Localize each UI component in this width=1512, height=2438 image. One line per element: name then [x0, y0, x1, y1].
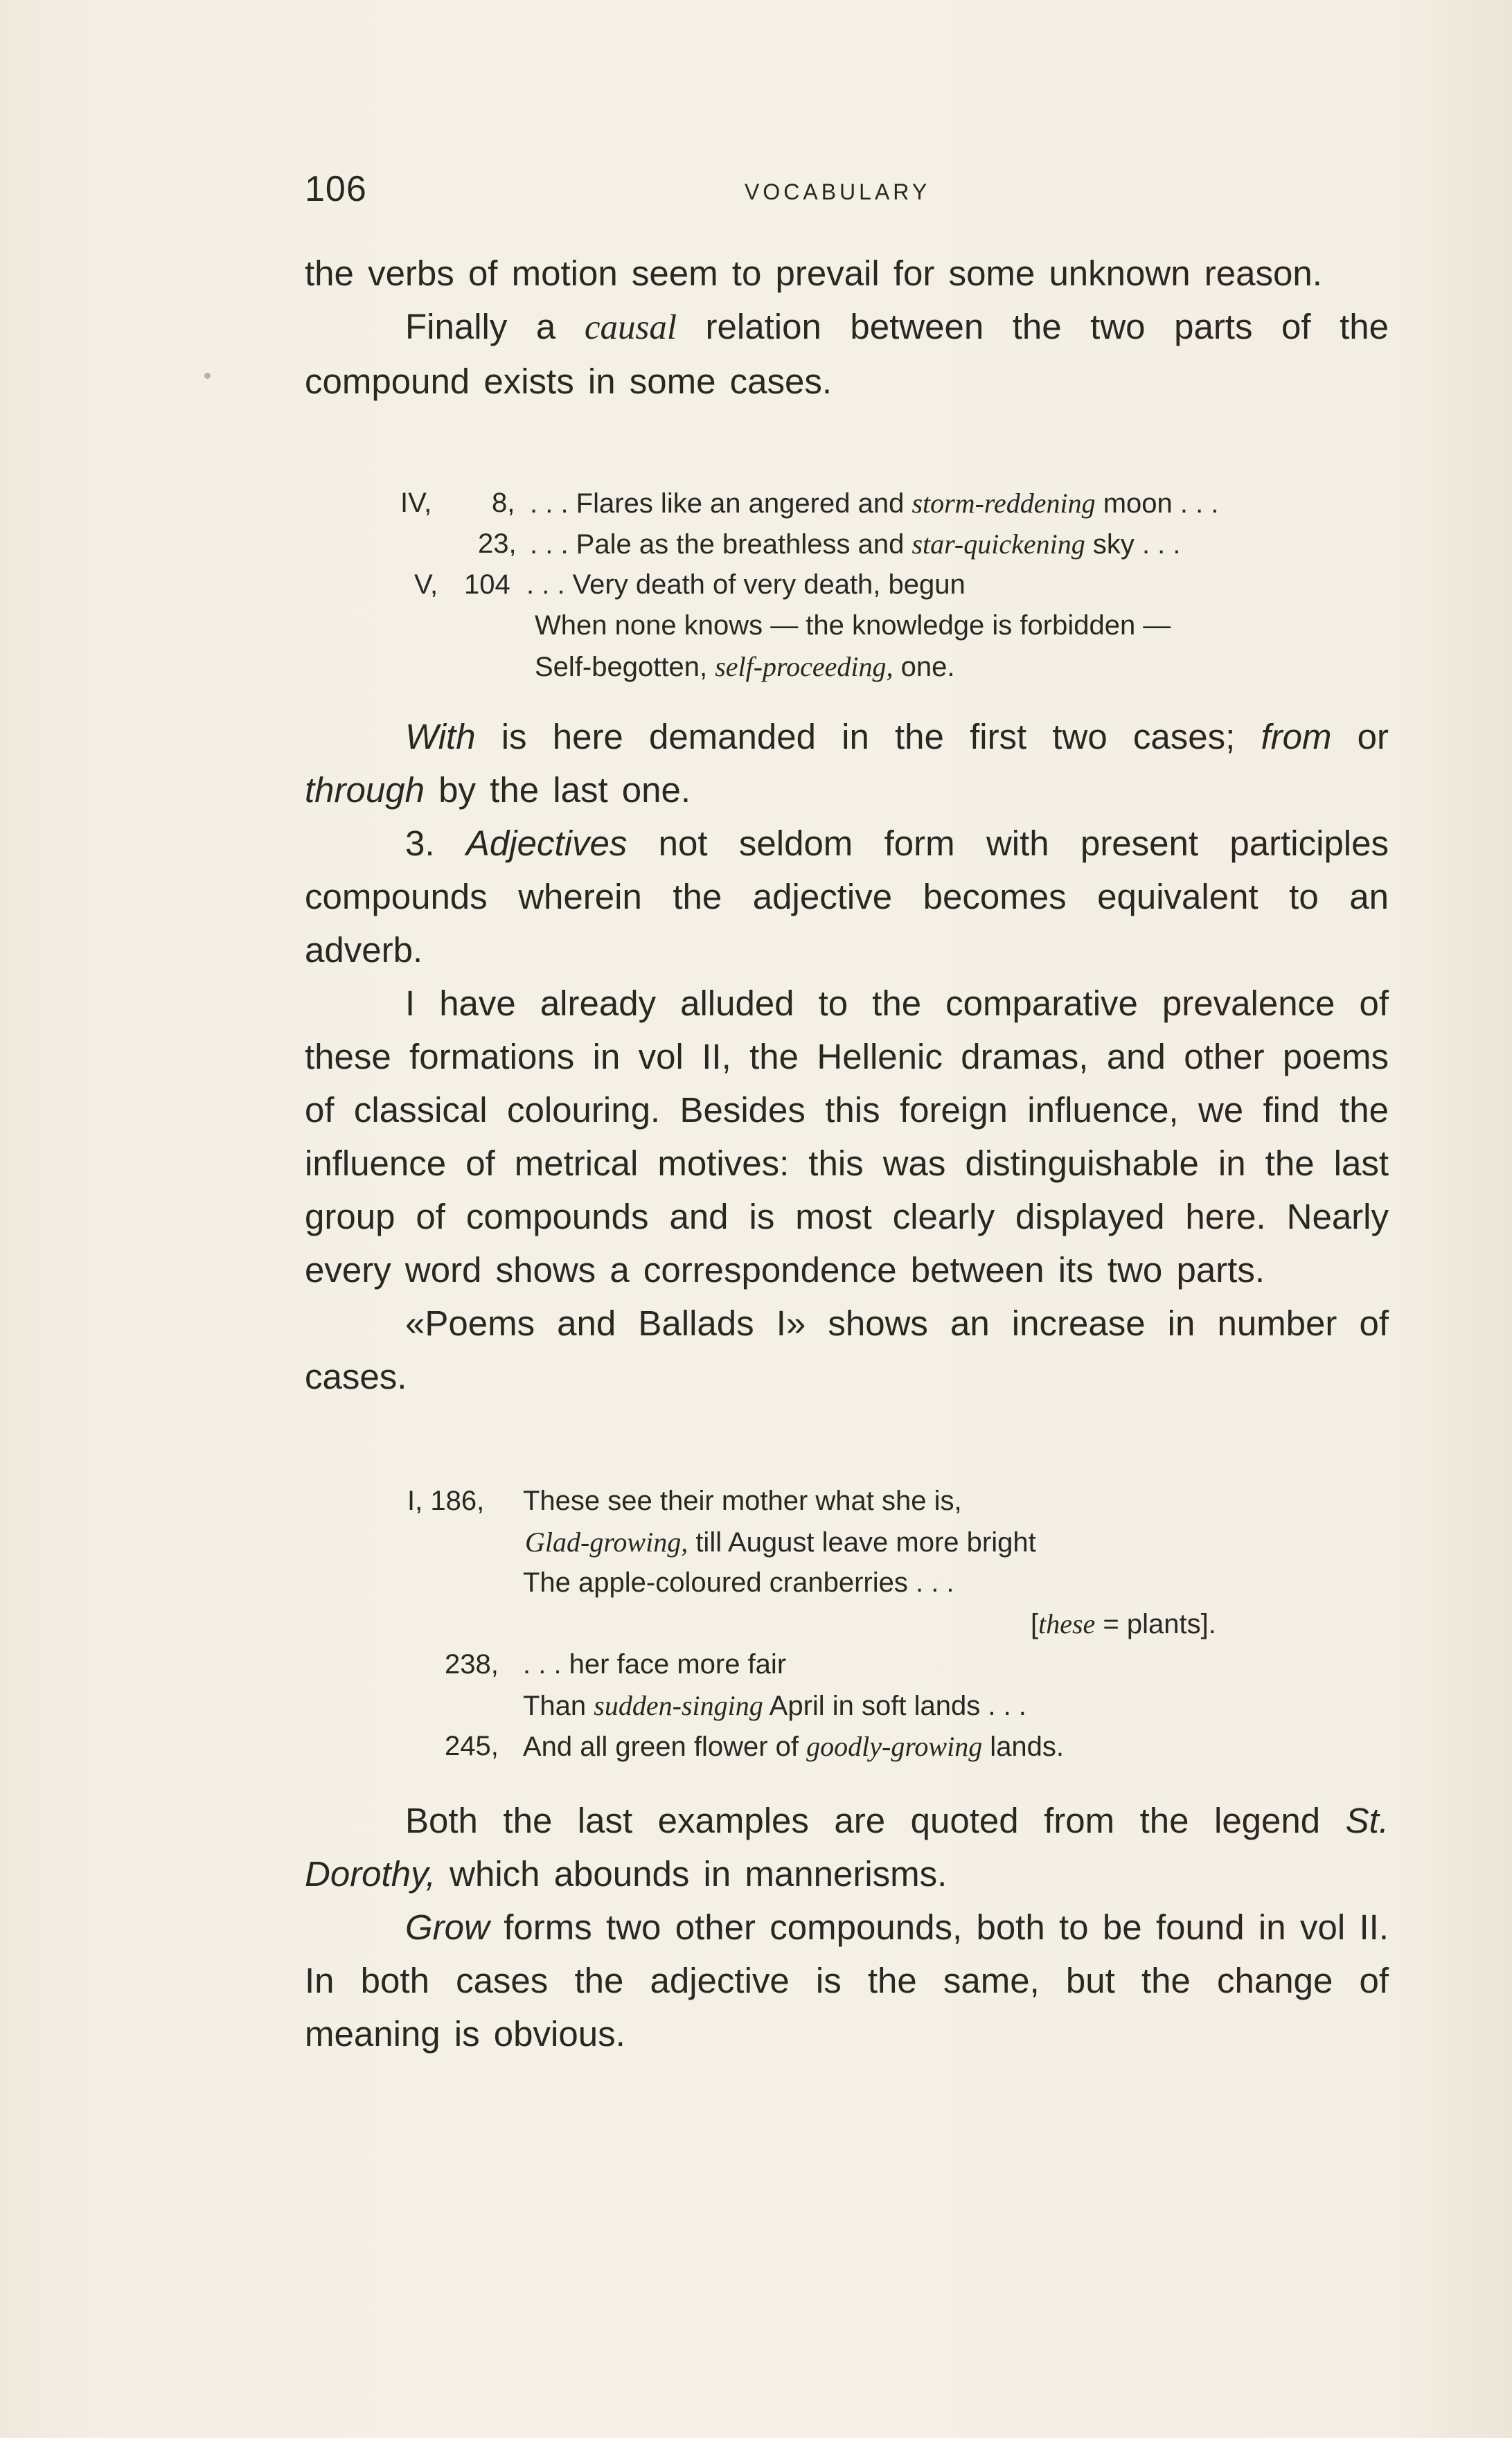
italic-term: goodly-growing [806, 1731, 983, 1762]
italic-term: Glad-growing, [525, 1527, 688, 1558]
running-head: VOCABULARY [745, 179, 931, 204]
quote-line [523, 1685, 1026, 1727]
quote-ref: IV, [400, 488, 432, 518]
italic-term: Adjectives [465, 824, 628, 863]
text-run: Than [523, 1691, 594, 1721]
text-run: which abounds in mannerisms. [435, 1854, 948, 1894]
paragraph-st-dorothy [305, 1794, 1389, 1901]
quotation-block-2 [305, 1481, 1392, 1772]
text-run: lands. [982, 1732, 1065, 1762]
quotation-block-1 [305, 483, 1392, 691]
text-run: When none knows — the knowledge is forbidden — [535, 610, 1171, 641]
paragraph-grow [305, 1901, 1389, 2061]
text-run: . . . Pale as the breathless and [530, 529, 912, 560]
italic-term: sudden-singing [594, 1690, 763, 1721]
italic-term: St. Dorothy, [305, 1801, 1389, 1894]
page-header [305, 168, 1392, 217]
text-run: April in soft lands . . . [763, 1691, 1026, 1721]
italic-term: causal [584, 308, 677, 347]
text-run: not seldom form with present participles compounds wherein the adjective becomes equivalent to an adverb. [305, 824, 1389, 970]
quote-line [523, 1481, 962, 1522]
text-run: relation between the two parts of the compound exists in some cases. [305, 307, 1389, 401]
page-number: 106 [305, 169, 367, 209]
paragraph-causal-relation [305, 300, 1389, 408]
paragraph-text: I have already alluded to the comparative prevalence of these formations in vol II, the Hellenic dramas, and other poems of classical colouring. Besides this foreign influence, we find the influence of metrical motives: this was distinguishable in the last group of compounds and is most clearly displayed here. Nearly every word shows a correspondence between its two parts. [305, 984, 1389, 1290]
italic-term: these [1038, 1608, 1096, 1639]
text-run: The apple-coloured cranberries . . . [523, 1567, 954, 1598]
quote-line-number: 104 [464, 569, 510, 600]
quote-line [535, 605, 1171, 646]
text-run: by the last one. [424, 770, 691, 810]
quote-line [535, 646, 954, 688]
text-run: Both the last examples are quoted from the legend [405, 1801, 1346, 1840]
text-run: sky . . . [1085, 529, 1181, 560]
quote-ref: V, [414, 569, 438, 600]
text-block-2 [305, 710, 1389, 1403]
text-run: These see their mother what she is, [523, 1486, 962, 1516]
text-run: moon . . . [1095, 488, 1219, 519]
paragraph-adjectives [305, 817, 1389, 977]
text-run: [ [1031, 1609, 1039, 1639]
quote-line-number: 23, [478, 528, 517, 559]
text-run: one. [893, 652, 955, 682]
text-run: forms two other compounds, both to be found in vol II. In both cases the adjective is the same, but the change of meaning is obvious. [305, 1907, 1389, 2054]
text-run: till August leave more bright [688, 1527, 1036, 1558]
quote-line-number: 245, [445, 1731, 499, 1761]
text-run: = plants]. [1095, 1609, 1216, 1639]
text-run: . . . Flares like an angered and [530, 488, 912, 519]
quote-line [523, 1644, 786, 1685]
italic-term: With [405, 717, 476, 756]
paragraph-prevalence [305, 977, 1389, 1297]
text-run: 3. [405, 824, 466, 863]
paragraph-text: «Poems and Ballads I» shows an increase in number of cases. [305, 1303, 1389, 1396]
italic-term: Grow [405, 1907, 490, 1947]
quote-line [530, 483, 1218, 524]
quote-line-number: 8, [492, 488, 515, 518]
text-run: or [1331, 717, 1389, 756]
quote-line [526, 564, 966, 605]
italic-term: through [305, 770, 425, 810]
paragraph-text: the verbs of motion seem to prevail for some unknown reason. [305, 253, 1322, 293]
paragraph-verbs-of-motion [305, 247, 1389, 300]
quote-line [530, 524, 1181, 565]
text-run: . . . Very death of very death, begun [526, 569, 966, 600]
text-run: is here demanded in the first two cases; [475, 717, 1261, 756]
quote-line-number: 238, [445, 1649, 499, 1680]
italic-term: star-quickening [911, 528, 1085, 560]
text-run: Self-begotten, [535, 652, 715, 682]
paragraph-with-from-through [305, 710, 1389, 817]
margin-speck [204, 373, 211, 379]
text-run: . . . her face more fair [523, 1649, 787, 1680]
quote-line [523, 1563, 954, 1603]
italic-term: from [1261, 717, 1332, 756]
quote-line [525, 1522, 1036, 1563]
italic-term: self-proceeding, [715, 651, 893, 682]
quote-line-number: I, 186, [407, 1486, 485, 1516]
text-run: And all green flower of [523, 1732, 807, 1762]
quote-line [523, 1726, 1064, 1768]
quote-annotation [1031, 1603, 1216, 1645]
text-block-3 [305, 1794, 1389, 2061]
text-block-1 [305, 247, 1389, 408]
paragraph-poems-and-ballads [305, 1297, 1389, 1403]
text-run: Finally a [405, 307, 585, 346]
italic-term: storm-reddening [911, 488, 1096, 519]
